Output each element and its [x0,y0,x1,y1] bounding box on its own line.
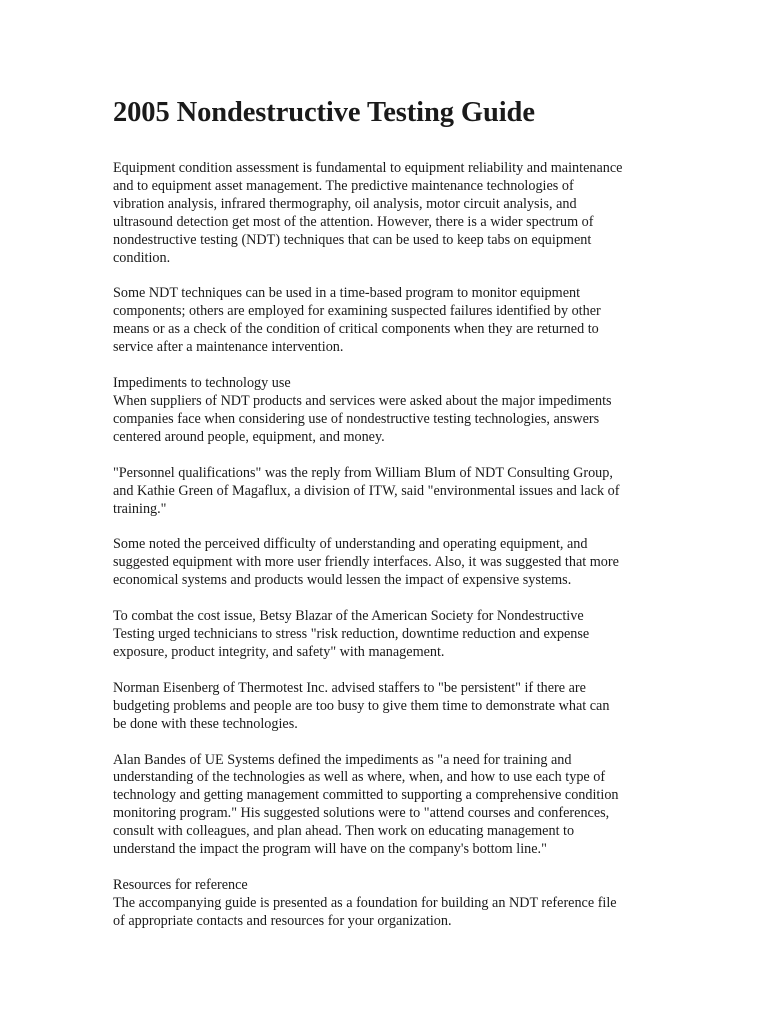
document-page [113,96,658,949]
paragraph-line: exposure, product integrity, and safety" with management. [113,643,445,660]
paragraph-line: components; others are employed for examining suspected failures identified by other [113,303,601,320]
paragraph-line: ultrasound detection get most of the attention. However, there is a wider spectrum of [113,213,594,230]
paragraph [113,752,658,859]
document-body [113,160,658,931]
paragraph [113,375,658,447]
paragraph-line: To combat the cost issue, Betsy Blazar of the American Society for Nondestructive [113,608,584,625]
paragraph-line: and to equipment asset management. The predictive maintenance technologies of [113,177,574,194]
paragraph [113,465,658,519]
paragraph-line: be done with these technologies. [113,715,298,732]
paragraph-line: economical systems and products would lessen the impact of expensive systems. [113,572,572,589]
paragraph-line: nondestructive testing (NDT) techniques that can be used to keep tabs on equipment [113,231,592,248]
document-title: 2005 Nondestructive Testing Guide [113,97,535,128]
paragraph-line: Equipment condition assessment is fundamental to equipment reliability and maintenance [113,160,623,176]
section-heading: Resources for reference [113,877,248,893]
paragraph-line: understanding of the technologies as well as where, when, and how to use each type of [113,769,606,786]
paragraph-line: and Kathie Green of Magaflux, a division of ITW, said "environmental issues and lack of [113,482,620,499]
paragraph-line: "Personnel qualifications" was the reply from William Blum of NDT Consulting Group, [113,464,613,481]
paragraph [113,285,658,357]
paragraph-line: vibration analysis, infrared thermography, oil analysis, motor circuit analysis, and [113,195,577,212]
paragraph-line: companies face when considering use of nondestructive testing technologies, answers [113,410,600,427]
paragraph-line: understand the impact the program will have on the company's bottom line." [113,841,547,858]
paragraph-line: Alan Bandes of UE Systems defined the impediments as "a need for training and [113,751,572,768]
paragraph-line: Some noted the perceived difficulty of understanding and operating equipment, and [113,536,588,553]
paragraph [113,877,658,931]
paragraph-line: condition. [113,249,171,266]
paragraph [113,536,658,590]
paragraph-line: monitoring program." His suggested solutions were to "attend courses and conferences, [113,805,610,822]
paragraph-line: Testing urged technicians to stress "risk reduction, downtime reduction and expense [113,626,590,643]
paragraph-line: consult with colleagues, and plan ahead. Then work on educating management to [113,823,575,840]
paragraph-line: means or as a check of the condition of critical components when they are returned to [113,321,599,338]
paragraph-line: The accompanying guide is presented as a foundation for building an NDT reference file [113,894,617,911]
paragraph-line: technology and getting management committed to supporting a comprehensive condition [113,787,619,804]
paragraph-line: of appropriate contacts and resources for your organization. [113,912,452,929]
paragraph [113,680,658,734]
paragraph-line: budgeting problems and people are too busy to give them time to demonstrate what can [113,697,610,714]
paragraph [113,160,658,267]
paragraph [113,608,658,662]
paragraph-line: When suppliers of NDT products and services were asked about the major impediments [113,392,612,409]
section-heading: Impediments to technology use [113,375,291,392]
paragraph-line: centered around people, equipment, and money. [113,428,385,445]
paragraph-line: suggested equipment with more user friendly interfaces. Also, it was suggested that more [113,554,619,571]
paragraph-line: Some NDT techniques can be used in a time-based program to monitor equipment [113,285,581,302]
paragraph-line: training." [113,500,167,517]
paragraph-line: service after a maintenance intervention. [113,339,344,356]
paragraph-line: Norman Eisenberg of Thermotest Inc. advised staffers to "be persistent" if there are [113,679,586,696]
